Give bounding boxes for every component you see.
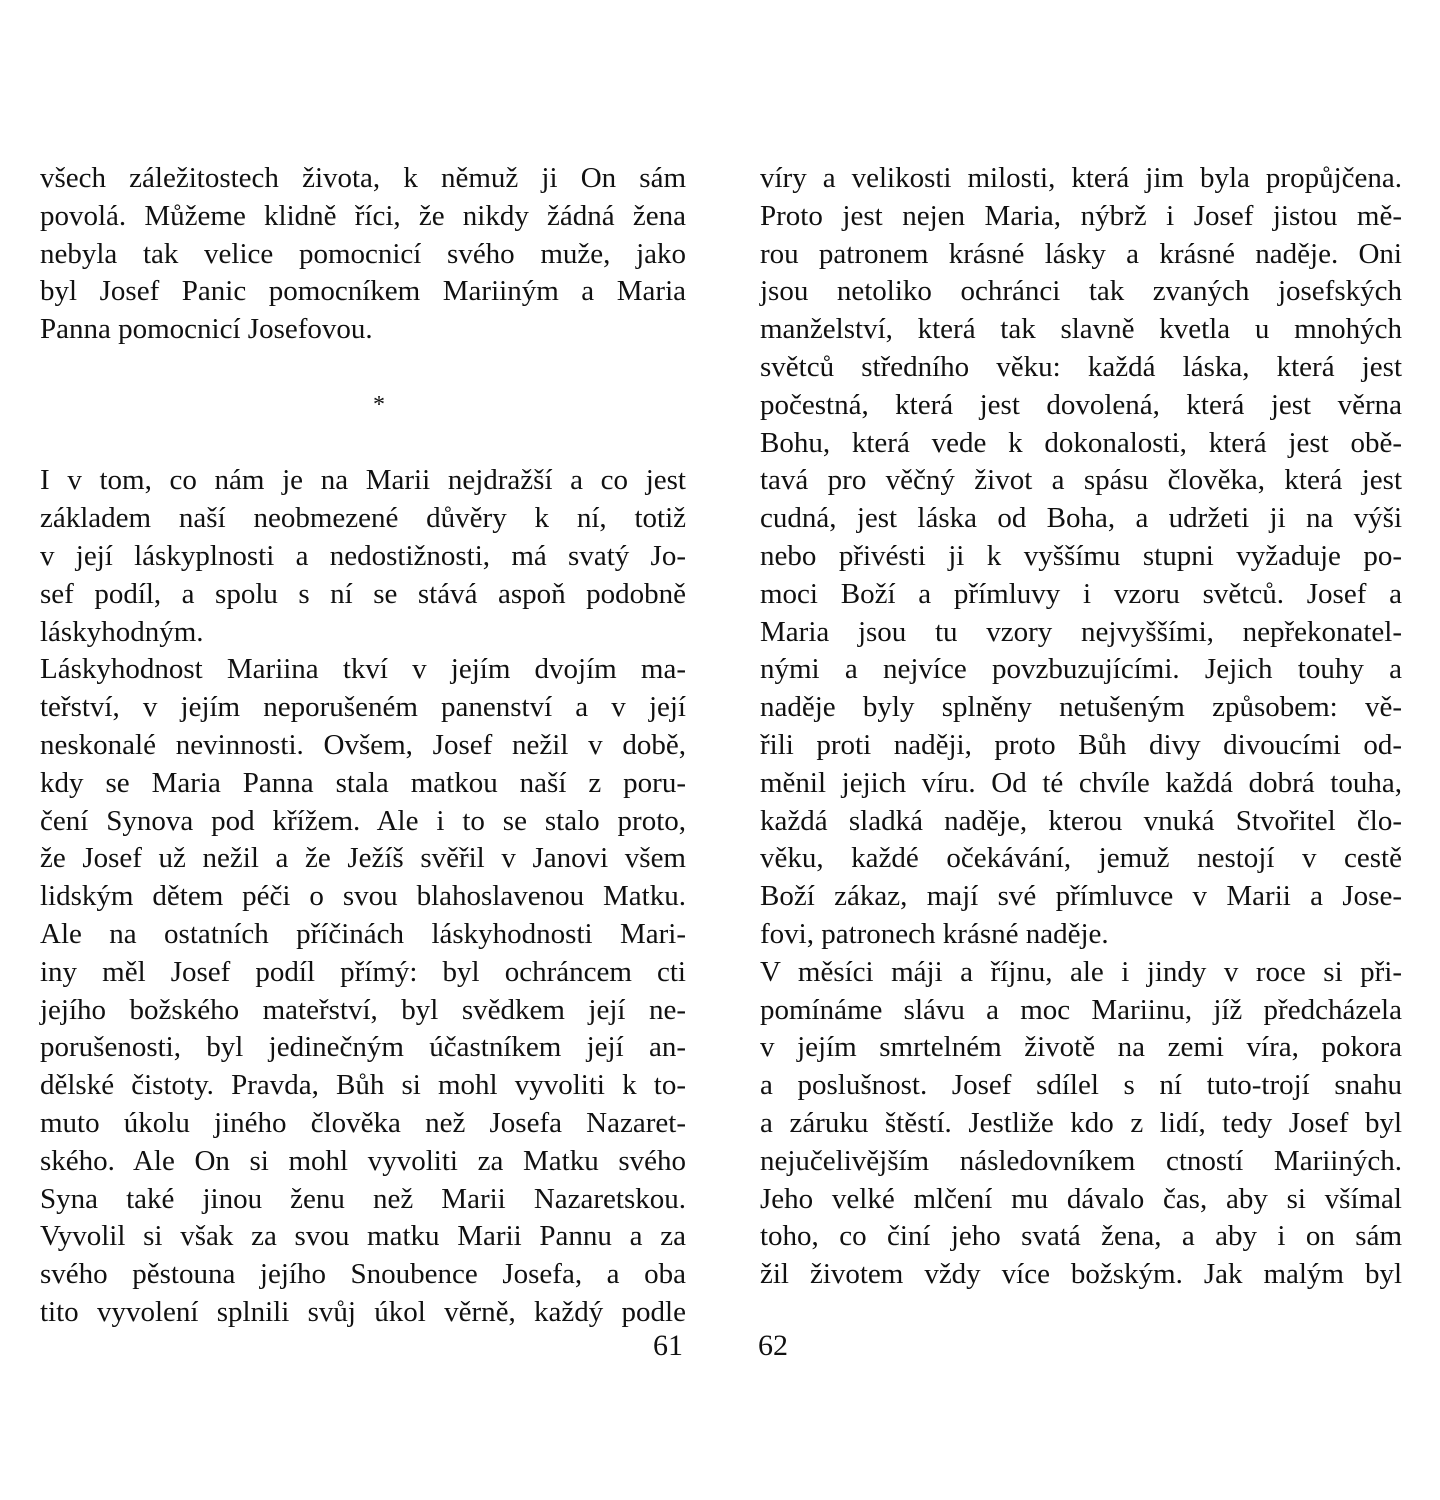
text-line: teřství, v jejím neporušeném panenství a v její bbox=[40, 691, 686, 724]
text-line: fovi, patronech krásné naděje. bbox=[760, 917, 1109, 950]
text-line: Ale na ostatních příčinách láskyhodnosti Mari- bbox=[40, 917, 686, 950]
left-paragraph-2 bbox=[40, 462, 686, 651]
text-line: naděje byly splněny netušeným způsobem: vě- bbox=[760, 691, 1402, 724]
text-line: Bohu, která vede k dokonalosti, která jest obě- bbox=[760, 426, 1402, 459]
text-line: nebyla tak velice pomocnicí svého muže, jako bbox=[40, 237, 686, 270]
text-line: svého pěstouna jejího Snoubence Josefa, a oba bbox=[40, 1258, 686, 1291]
text-line: měnil jejich víru. Od té chvíle každá dobrá touha, bbox=[760, 766, 1402, 799]
text-line: cudná, jest láska od Boha, a udržeti ji na výši bbox=[760, 502, 1402, 535]
text-line: kdy se Maria Panna stala matkou naší z poru- bbox=[40, 766, 686, 799]
text-line: čení Synova pod křížem. Ale i to se stalo proto, bbox=[40, 804, 686, 837]
text-line: nými a nejvíce povzbuzujícími. Jejich touhy a bbox=[760, 653, 1402, 686]
text-line: nejučelivějším následovníkem ctností Mariiných. bbox=[760, 1144, 1402, 1177]
text-line: a záruku štěstí. Jestliže kdo z lidí, tedy Josef byl bbox=[760, 1106, 1402, 1139]
text-line: věku, každé očekávání, jemuž nestojí v cestě bbox=[760, 842, 1402, 875]
text-line: povolá. Můžeme klidně říci, že nikdy žádná žena bbox=[40, 199, 686, 232]
text-line: že Josef už nežil a že Ježíš svěřil v Janovi všem bbox=[40, 842, 686, 875]
text-line: muto úkolu jiného člověka než Josefa Nazaret- bbox=[40, 1106, 686, 1139]
text-line: v její láskyplnosti a nedostižnosti, má svatý Jo- bbox=[40, 539, 686, 572]
text-line: Proto jest nejen Maria, nýbrž i Josef jistou mě- bbox=[760, 199, 1402, 232]
text-line: jejího božského mateřství, byl svědkem její ne- bbox=[40, 993, 686, 1026]
page-number-right: 62 bbox=[758, 1329, 788, 1362]
text-line: pomínáme slávu a moc Mariinu, jíž předcházela bbox=[760, 993, 1402, 1026]
text-line: iny měl Josef podíl přímý: byl ochráncem cti bbox=[40, 955, 686, 988]
text-line: manželství, která tak slavně kvetla u mnohých bbox=[760, 313, 1402, 346]
right-page bbox=[760, 160, 1402, 1294]
text-line: ského. Ale On si mohl vyvoliti za Matku svého bbox=[40, 1144, 686, 1177]
left-page bbox=[40, 160, 686, 1332]
spacer bbox=[40, 425, 686, 463]
spacer bbox=[40, 349, 686, 387]
left-paragraph-3 bbox=[40, 651, 686, 1331]
text-line: všech záležitostech života, k němuž ji On sám bbox=[40, 162, 686, 194]
text-line: řili proti naději, proto Bůh divy divoucími od- bbox=[760, 728, 1402, 761]
text-line: Maria jsou tu vzory nejvyššími, nepřekonatel- bbox=[760, 615, 1402, 648]
text-line: žil životem vždy více božským. Jak malým byl bbox=[760, 1258, 1402, 1291]
left-paragraph-1 bbox=[40, 160, 686, 349]
text-line: Panna pomocnicí Josefovou. bbox=[40, 313, 373, 346]
text-line: každá sladká naděje, kterou vnuká Stvořitel člo- bbox=[760, 804, 1402, 837]
text-line: Vyvolil si však za svou matku Marii Pannu a za bbox=[40, 1220, 686, 1253]
text-line: v jejím smrtelném životě na zemi víra, pokora bbox=[760, 1031, 1402, 1064]
text-line: moci Boží a přímluvy i vzoru světců. Josef a bbox=[760, 577, 1402, 610]
text-line: základem naší neobmezené důvěry k ní, totiž bbox=[40, 502, 686, 535]
text-line: porušenosti, byl jedinečným účastníkem její an- bbox=[40, 1031, 686, 1064]
text-line: počestná, která jest dovolená, která jest věrna bbox=[760, 388, 1402, 421]
text-line: a poslušnost. Josef sdílel s ní tuto-trojí snahu bbox=[760, 1069, 1402, 1102]
text-line: dělské čistoty. Pravda, Bůh si mohl vyvoliti k to- bbox=[40, 1069, 686, 1102]
text-line: tito vyvolení splnili svůj úkol věrně, každý podle bbox=[40, 1295, 686, 1328]
text-line: Láskyhodnost Mariina tkví v jejím dvojím ma- bbox=[40, 653, 686, 686]
page-number-left: 61 bbox=[653, 1329, 683, 1362]
text-line: toho, co činí jeho svatá žena, a aby i on sám bbox=[760, 1220, 1402, 1253]
right-paragraph-1 bbox=[760, 160, 1402, 954]
text-line: tavá pro věčný život a spásu člověka, která jest bbox=[760, 464, 1402, 497]
section-separator: * bbox=[373, 391, 385, 418]
text-line: světců středního věku: každá láska, která jest bbox=[760, 350, 1402, 383]
text-line: byl Josef Panic pomocníkem Mariiným a Maria bbox=[40, 275, 686, 308]
text-line: Boží zákaz, mají své přímluvce v Marii a Jose- bbox=[760, 880, 1402, 913]
right-paragraph-2 bbox=[760, 954, 1402, 1294]
text-line: lidským dětem péči o svou blahoslavenou Matku. bbox=[40, 880, 686, 913]
text-line: nebo přivésti ji k vyššímu stupni vyžaduje po- bbox=[760, 539, 1402, 572]
text-line: víry a velikosti milosti, která jim byla propůjčena. bbox=[760, 162, 1402, 194]
text-line: V měsíci máji a říjnu, ale i jindy v roce si při- bbox=[760, 955, 1402, 988]
text-line: Syna také jinou ženu než Marii Nazaretskou. bbox=[40, 1182, 686, 1215]
text-line: sef podíl, a spolu s ní se stává aspoň podobně bbox=[40, 577, 686, 610]
text-line: Jeho velké mlčení mu dávalo čas, aby si všímal bbox=[760, 1182, 1402, 1215]
text-line: láskyhodným. bbox=[40, 615, 204, 648]
text-line: neskonalé nevinnosti. Ovšem, Josef nežil v době, bbox=[40, 728, 686, 761]
text-line: I v tom, co nám je na Marii nejdražší a co jest bbox=[40, 464, 686, 497]
text-line: jsou netoliko ochránci tak zvaných josefských bbox=[760, 275, 1402, 308]
text-line: rou patronem krásné lásky a krásné naděje. Oni bbox=[760, 237, 1402, 270]
